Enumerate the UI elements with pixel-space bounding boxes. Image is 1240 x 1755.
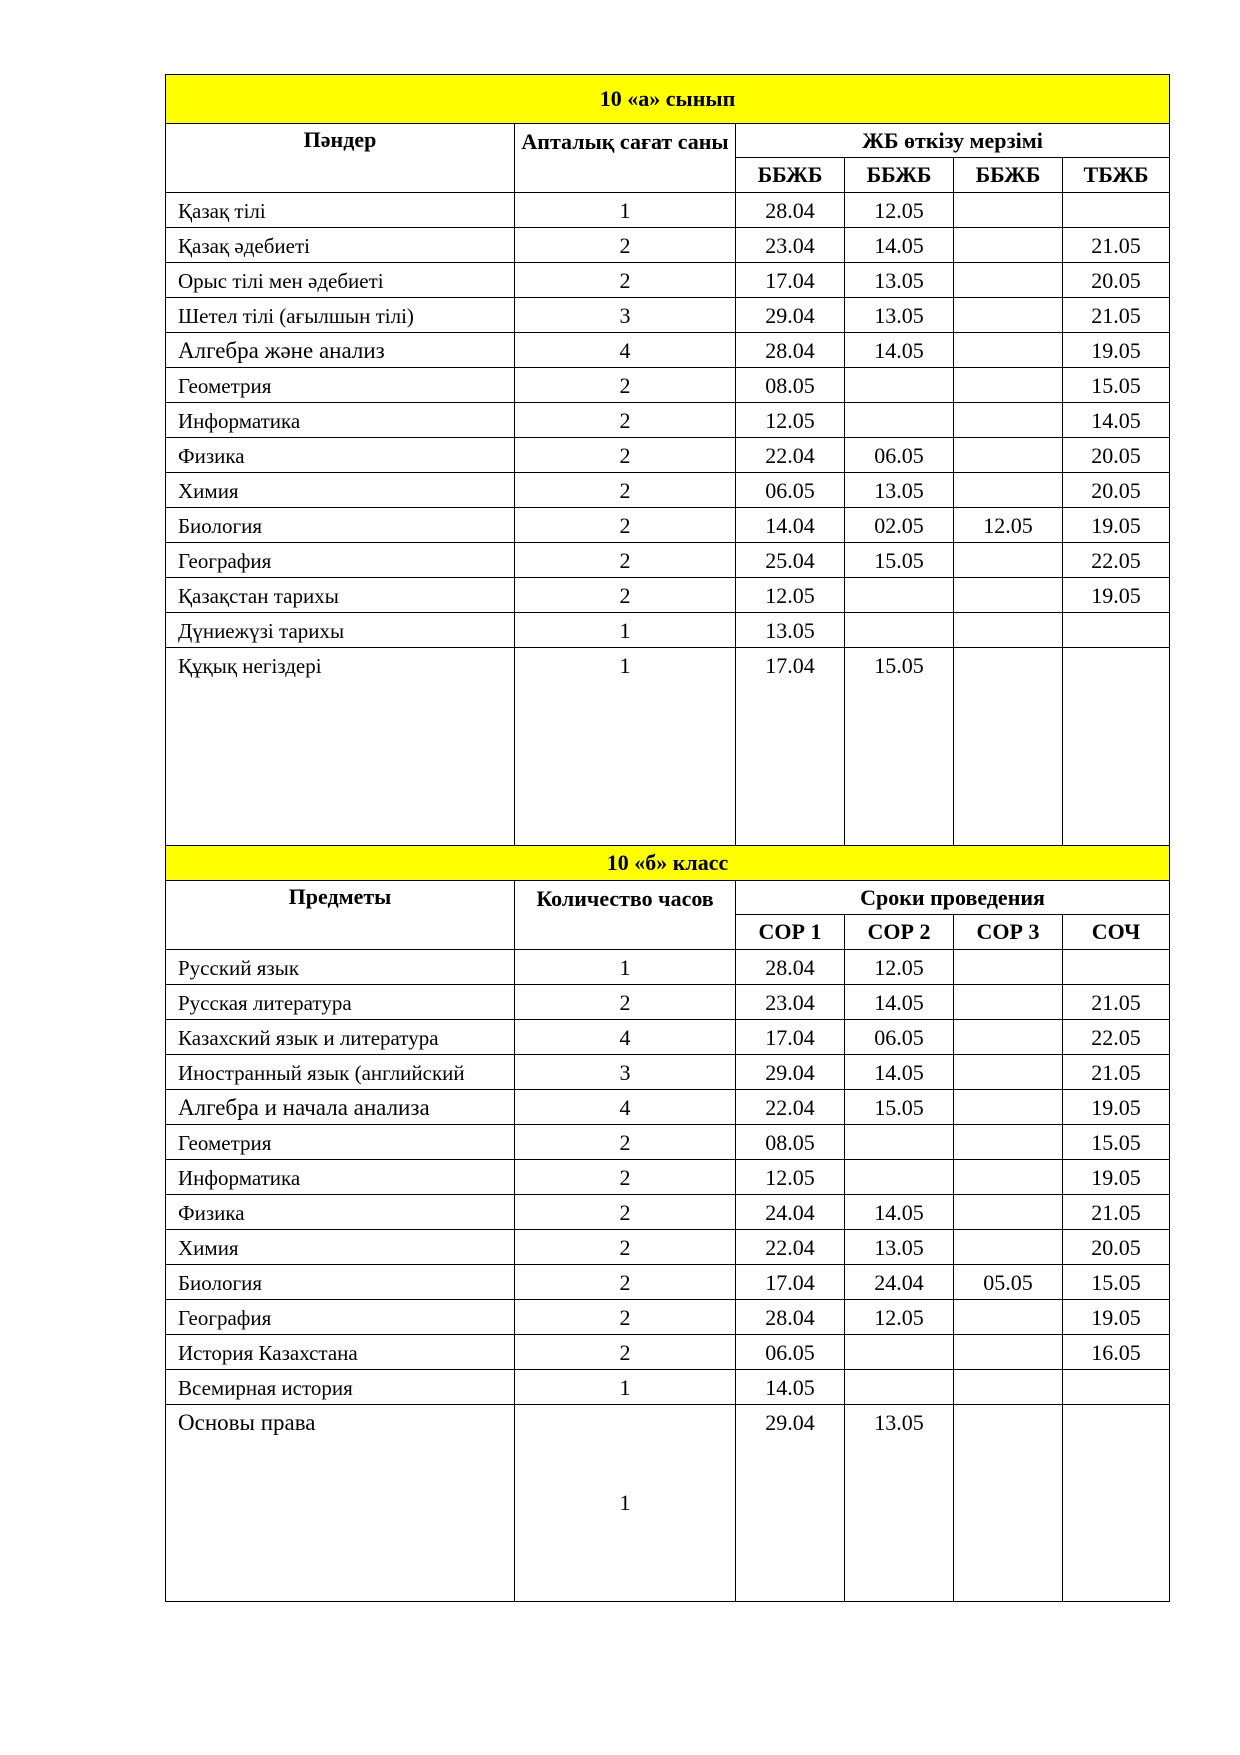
subject-name: Қазақ тілі [166, 193, 515, 228]
subject-name: Казахский язык и литература [166, 1020, 515, 1055]
assessment-date: 29.04 [736, 1405, 845, 1602]
assessment-date [954, 263, 1063, 298]
assessment-date: 17.04 [736, 648, 845, 846]
assessment-date [954, 1230, 1063, 1265]
assessment-column-header: ББЖБ [954, 158, 1063, 193]
assessment-date: 21.05 [1063, 1195, 1170, 1230]
hours-value: 2 [515, 1195, 736, 1230]
assessment-date: 14.05 [845, 1195, 954, 1230]
assessment-date: 14.05 [845, 228, 954, 263]
assessment-date: 15.05 [845, 543, 954, 578]
hours-value: 2 [515, 1335, 736, 1370]
subject-name: Основы права [166, 1405, 515, 1602]
assessment-date: 22.04 [736, 1090, 845, 1125]
assessment-date [954, 648, 1063, 846]
table-row [166, 1300, 1170, 1335]
hours-value: 4 [515, 1090, 736, 1125]
assessment-date [954, 438, 1063, 473]
assessment-date [954, 1335, 1063, 1370]
table-row [166, 543, 1170, 578]
assessment-date: 15.05 [845, 1090, 954, 1125]
subject-name: Всемирная история [166, 1370, 515, 1405]
assessment-date: 23.04 [736, 228, 845, 263]
assessment-date: 12.05 [845, 1300, 954, 1335]
assessment-date [954, 1405, 1063, 1602]
hours-value: 1 [515, 1370, 736, 1405]
subject-name: Русская литература [166, 985, 515, 1020]
hours-value: 4 [515, 1020, 736, 1055]
assessment-date [954, 193, 1063, 228]
assessment-date: 08.05 [736, 1125, 845, 1160]
subject-name: География [166, 1300, 515, 1335]
assessment-date: 17.04 [736, 263, 845, 298]
assessment-date: 20.05 [1063, 1230, 1170, 1265]
table-row [166, 508, 1170, 543]
subject-column-header: Предметы [166, 881, 515, 950]
assessment-date [954, 333, 1063, 368]
hours-value: 2 [515, 403, 736, 438]
assessment-date: 28.04 [736, 1300, 845, 1335]
hours-value: 2 [515, 368, 736, 403]
table-row [166, 1020, 1170, 1055]
assessment-date: 15.05 [1063, 1125, 1170, 1160]
assessment-column-header: ББЖБ [736, 158, 845, 193]
hours-value: 2 [515, 1300, 736, 1335]
hours-value: 2 [515, 438, 736, 473]
assessment-date: 13.05 [845, 473, 954, 508]
subject-name: Қазақ әдебиеті [166, 228, 515, 263]
hours-value: 2 [515, 1265, 736, 1300]
assessment-date: 13.05 [845, 263, 954, 298]
hours-value: 1 [515, 613, 736, 648]
subject-name: Дүниежүзі тарихы [166, 613, 515, 648]
table-row [166, 1230, 1170, 1265]
assessment-date: 06.05 [736, 473, 845, 508]
assessment-column-header: ТБЖБ [1063, 158, 1170, 193]
table-row [166, 1335, 1170, 1370]
assessment-date: 17.04 [736, 1265, 845, 1300]
assessment-date [1063, 613, 1170, 648]
table-row [166, 950, 1170, 985]
table-row [166, 368, 1170, 403]
assessment-date [954, 1055, 1063, 1090]
table-row [166, 1055, 1170, 1090]
assessment-date: 13.05 [736, 613, 845, 648]
subject-name: Геометрия [166, 1125, 515, 1160]
hours-value: 2 [515, 263, 736, 298]
assessment-date [954, 1195, 1063, 1230]
hours-value: 1 [515, 950, 736, 985]
assessment-date: 19.05 [1063, 508, 1170, 543]
assessment-date [845, 1125, 954, 1160]
hours-value: 2 [515, 1160, 736, 1195]
assessment-date: 21.05 [1063, 985, 1170, 1020]
table-row [166, 578, 1170, 613]
assessment-column-header: ББЖБ [845, 158, 954, 193]
hours-value: 1 [515, 648, 736, 846]
assessment-date [954, 613, 1063, 648]
assessment-date: 21.05 [1063, 1055, 1170, 1090]
assessment-date: 14.05 [845, 985, 954, 1020]
assessment-column-header: СОР 2 [845, 915, 954, 950]
table-row [166, 298, 1170, 333]
subject-name: Информатика [166, 1160, 515, 1195]
assessment-date: 19.05 [1063, 1160, 1170, 1195]
assessment-date: 12.05 [954, 508, 1063, 543]
hours-column-header: Апталық сағат саны [515, 124, 736, 193]
assessment-date: 20.05 [1063, 438, 1170, 473]
subject-name: Физика [166, 1195, 515, 1230]
subject-name: История Казахстана [166, 1335, 515, 1370]
assessment-date: 19.05 [1063, 1090, 1170, 1125]
subject-name: Қазақстан тарихы [166, 578, 515, 613]
assessment-date: 16.05 [1063, 1335, 1170, 1370]
assessment-date: 28.04 [736, 193, 845, 228]
subject-name: Информатика [166, 403, 515, 438]
table-row [166, 473, 1170, 508]
hours-value: 3 [515, 298, 736, 333]
assessment-date: 22.04 [736, 1230, 845, 1265]
subject-name: Биология [166, 508, 515, 543]
assessment-date: 06.05 [736, 1335, 845, 1370]
assessment-date: 14.05 [845, 1055, 954, 1090]
assessment-date [845, 1370, 954, 1405]
assessment-date: 29.04 [736, 298, 845, 333]
table-row [166, 1405, 1170, 1602]
assessment-date: 21.05 [1063, 228, 1170, 263]
class-a-title: 10 «а» сынып [166, 75, 1170, 124]
assessment-date: 24.04 [845, 1265, 954, 1300]
assessment-date: 08.05 [736, 368, 845, 403]
assessment-date [954, 543, 1063, 578]
assessment-date [845, 1160, 954, 1195]
subject-name: Химия [166, 1230, 515, 1265]
assessment-column-header: СОР 3 [954, 915, 1063, 950]
assessment-date [954, 1300, 1063, 1335]
assessment-date [1063, 1405, 1170, 1602]
schedule-table [165, 74, 1170, 1602]
assessment-date: 28.04 [736, 333, 845, 368]
assessment-date [954, 578, 1063, 613]
assessment-date: 12.05 [736, 1160, 845, 1195]
assessment-date [954, 228, 1063, 263]
hours-value: 4 [515, 333, 736, 368]
assessment-date: 28.04 [736, 950, 845, 985]
table-row [166, 228, 1170, 263]
table-row [166, 648, 1170, 846]
assessment-date: 05.05 [954, 1265, 1063, 1300]
assessment-date [954, 950, 1063, 985]
hours-value: 2 [515, 578, 736, 613]
assessment-date [954, 985, 1063, 1020]
table-row [166, 1195, 1170, 1230]
class-b-title: 10 «б» класс [166, 846, 1170, 881]
subject-name: Құқық негіздері [166, 648, 515, 846]
hours-value: 2 [515, 985, 736, 1020]
assessment-date [1063, 648, 1170, 846]
assessment-date [1063, 1370, 1170, 1405]
subject-name: Иностранный язык (английский [166, 1055, 515, 1090]
assessment-date: 22.04 [736, 438, 845, 473]
assessment-date [845, 1335, 954, 1370]
assessment-date: 13.05 [845, 298, 954, 333]
assessment-date: 13.05 [845, 1405, 954, 1602]
assessment-date: 12.05 [845, 950, 954, 985]
assessment-date [1063, 950, 1170, 985]
assessment-date: 15.05 [1063, 1265, 1170, 1300]
subject-name: Шетел тілі (ағылшын тілі) [166, 298, 515, 333]
subject-name: Русский язык [166, 950, 515, 985]
subject-name: Алгебра және анализ [166, 333, 515, 368]
assessment-date [845, 578, 954, 613]
hours-value: 2 [515, 543, 736, 578]
assessment-date [1063, 193, 1170, 228]
assessment-date: 19.05 [1063, 578, 1170, 613]
table-row [166, 333, 1170, 368]
hours-value: 2 [515, 1125, 736, 1160]
table-row [166, 613, 1170, 648]
subject-name: Геометрия [166, 368, 515, 403]
assessment-date: 19.05 [1063, 333, 1170, 368]
subject-name: Биология [166, 1265, 515, 1300]
assessment-date: 19.05 [1063, 1300, 1170, 1335]
hours-value: 1 [515, 193, 736, 228]
assessment-date: 23.04 [736, 985, 845, 1020]
assessment-date [845, 613, 954, 648]
assessment-date: 20.05 [1063, 263, 1170, 298]
table-row [166, 193, 1170, 228]
table-row [166, 403, 1170, 438]
subject-name: Физика [166, 438, 515, 473]
assessment-column-header: СОР 1 [736, 915, 845, 950]
assessment-date: 14.05 [736, 1370, 845, 1405]
assessment-date [845, 403, 954, 438]
assessment-date: 14.05 [1063, 403, 1170, 438]
assessment-date: 14.05 [845, 333, 954, 368]
hours-value: 2 [515, 473, 736, 508]
assessment-date: 02.05 [845, 508, 954, 543]
assessment-date: 15.05 [845, 648, 954, 846]
hours-value: 2 [515, 508, 736, 543]
table-row [166, 263, 1170, 298]
assessment-date: 25.04 [736, 543, 845, 578]
assessment-date [954, 1160, 1063, 1195]
assessment-date [954, 473, 1063, 508]
assessment-date: 14.04 [736, 508, 845, 543]
hours-value: 3 [515, 1055, 736, 1090]
table-row [166, 1090, 1170, 1125]
assessment-date: 06.05 [845, 1020, 954, 1055]
subject-name: Алгебра и начала анализа [166, 1090, 515, 1125]
assessment-date: 20.05 [1063, 473, 1170, 508]
table-row [166, 1370, 1170, 1405]
assessment-date: 12.05 [736, 578, 845, 613]
assessment-date [954, 1020, 1063, 1055]
assessment-date [954, 1090, 1063, 1125]
assessment-date [954, 368, 1063, 403]
table-row [166, 985, 1170, 1020]
assessment-date [845, 368, 954, 403]
dates-column-header: Сроки проведения [736, 881, 1170, 915]
table-row [166, 1160, 1170, 1195]
subject-column-header: Пәндер [166, 124, 515, 193]
hours-value: 2 [515, 228, 736, 263]
assessment-column-header: СОЧ [1063, 915, 1170, 950]
assessment-date [954, 403, 1063, 438]
assessment-date: 24.04 [736, 1195, 845, 1230]
assessment-date: 13.05 [845, 1230, 954, 1265]
hours-column-header: Количество часов [515, 881, 736, 950]
assessment-date: 21.05 [1063, 298, 1170, 333]
assessment-date [954, 1125, 1063, 1160]
hours-value: 1 [515, 1405, 736, 1602]
assessment-date: 22.05 [1063, 543, 1170, 578]
hours-value: 2 [515, 1230, 736, 1265]
assessment-date: 22.05 [1063, 1020, 1170, 1055]
assessment-date: 15.05 [1063, 368, 1170, 403]
assessment-date: 12.05 [845, 193, 954, 228]
table-row [166, 1265, 1170, 1300]
assessment-date: 06.05 [845, 438, 954, 473]
subject-name: Химия [166, 473, 515, 508]
subject-name: Орыс тілі мен әдебиеті [166, 263, 515, 298]
table-row [166, 1125, 1170, 1160]
table-row [166, 438, 1170, 473]
assessment-date [954, 298, 1063, 333]
dates-column-header: ЖБ өткізу мерзімі [736, 124, 1170, 158]
assessment-date: 12.05 [736, 403, 845, 438]
assessment-date: 17.04 [736, 1020, 845, 1055]
assessment-date: 29.04 [736, 1055, 845, 1090]
assessment-date [954, 1370, 1063, 1405]
subject-name: География [166, 543, 515, 578]
